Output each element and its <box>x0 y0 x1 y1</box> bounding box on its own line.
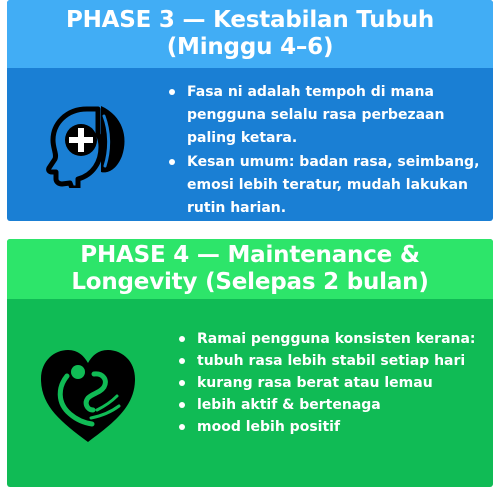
phase-3-header <box>7 0 493 68</box>
phase-3-card <box>7 0 493 221</box>
list-item: lebih aktif & bertenaga <box>179 394 489 416</box>
phase-3-bullet-list <box>169 81 493 220</box>
phase-4-title-line-1: PHASE 4 — Maintenance & <box>80 242 420 268</box>
phase-4-card <box>7 239 493 487</box>
phase-3-title-line-1: PHASE 3 — Kestabilan Tubuh <box>65 7 435 33</box>
head-with-medical-cross-and-leaf-icon <box>39 102 131 188</box>
phase-4-bullet-list <box>179 328 489 438</box>
list-item: mood lebih positif <box>179 416 489 438</box>
phase-4-header <box>7 239 493 299</box>
heart-with-person-and-hand-icon <box>37 346 139 444</box>
list-item: tubuh rasa lebih stabil setiap hari <box>179 350 489 372</box>
list-item: Ramai pengguna konsisten kerana: <box>179 328 489 350</box>
phase-4-title-line-2: Longevity (Selepas 2 bulan) <box>71 269 429 295</box>
list-item: kurang rasa berat atau lemau <box>179 372 489 394</box>
list-item: Kesan umum: badan rasa, seimbang, emosi lebih teratur, mudah lakukan rutin harian. <box>169 151 493 221</box>
list-item: Fasa ni adalah tempoh di mana pengguna selalu rasa perbezaan paling ketara. <box>169 81 493 151</box>
phase-3-title-line-2: (Minggu 4–6) <box>166 34 334 60</box>
